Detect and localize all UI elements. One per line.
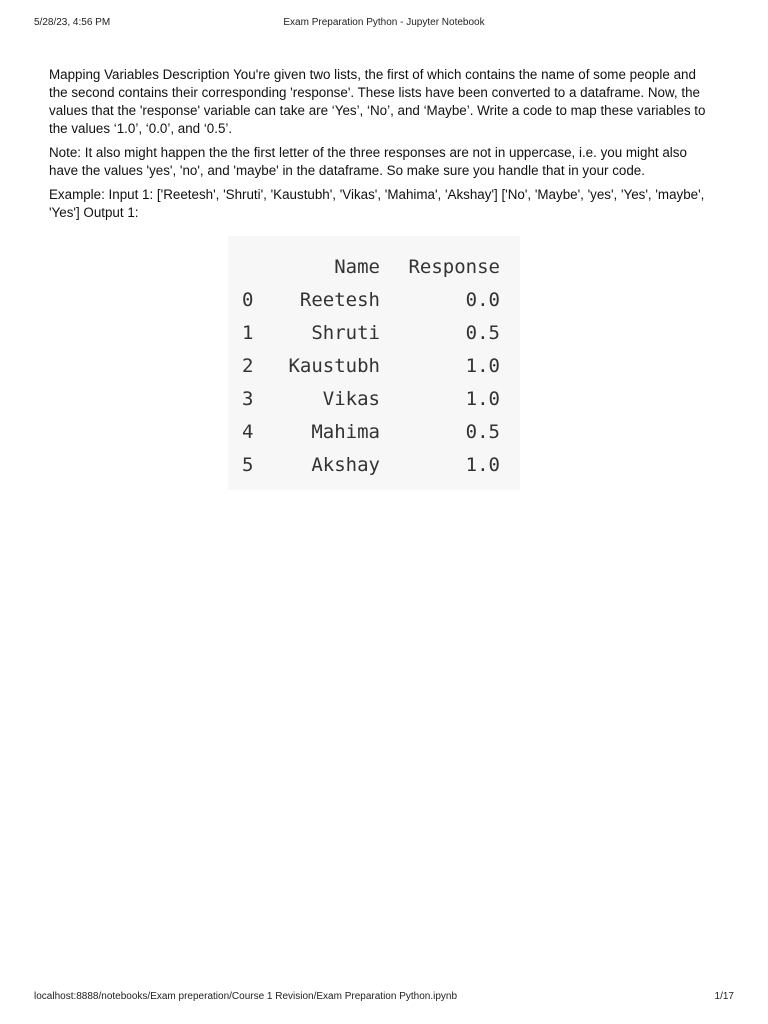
row-response: 0.5	[465, 321, 500, 344]
page-number: 1/17	[714, 991, 734, 1002]
print-footer	[34, 991, 734, 1005]
row-response: 1.0	[465, 387, 500, 410]
markdown-cell	[49, 66, 709, 228]
print-datetime: 5/28/23, 4:56 PM	[34, 17, 111, 28]
row-index: 1	[242, 321, 254, 344]
row-index: 2	[242, 354, 254, 377]
table-row	[236, 316, 500, 349]
row-response: 0.5	[465, 420, 500, 443]
description-paragraph: Mapping Variables Description You're given two lists, the first of which contains the name of some people and the second contains their corresponding 'response'. These lists have been converted to a dataframe. Now, the values that the 'response' variable can take are ‘Yes’, ‘No’, and ‘Maybe’. Write a code to map these variables to the values ‘1.0’, ‘0.0’, and ‘0.5’.	[49, 67, 706, 136]
row-name: Mahima	[311, 420, 380, 443]
row-response: 1.0	[465, 354, 500, 377]
name-column-header: Name	[334, 255, 380, 278]
row-name: Reetesh	[299, 288, 380, 311]
print-url: localhost:8888/notebooks/Exam preperation/Course 1 Revision/Exam Preparation Python.ipynb	[34, 991, 458, 1002]
table-header-row	[236, 250, 500, 283]
response-column-header: Response	[408, 255, 500, 278]
index-header	[236, 250, 270, 283]
note-paragraph: Note: It also might happen the the first letter of the three responses are not in uppercase, i.e. you might also have the values 'yes', 'no', and 'maybe' in the dataframe. So make sure you handle that in your code.	[49, 145, 687, 178]
print-title: Exam Preparation Python - Jupyter Notebook	[283, 17, 485, 28]
row-index: 4	[242, 420, 254, 443]
dataframe-table	[236, 250, 500, 481]
table-row	[236, 415, 500, 448]
row-index: 5	[242, 453, 254, 476]
table-row	[236, 283, 500, 316]
row-name: Kaustubh	[288, 354, 380, 377]
row-response: 0.0	[465, 288, 500, 311]
table-row	[236, 349, 500, 382]
row-name: Shruti	[311, 321, 380, 344]
row-index: 3	[242, 387, 254, 410]
row-response: 1.0	[465, 453, 500, 476]
row-index: 0	[242, 288, 254, 311]
table-row	[236, 382, 500, 415]
row-name: Akshay	[311, 453, 380, 476]
table-row	[236, 448, 500, 481]
row-name: Vikas	[322, 387, 380, 410]
example-paragraph: Example: Input 1: ['Reetesh', 'Shruti', 'Kaustubh', 'Vikas', 'Mahima', 'Akshay'] ['No', 'Maybe', 'yes', 'Yes', 'maybe', 'Yes'] Output 1:	[49, 187, 705, 220]
output-image	[228, 236, 520, 490]
print-header	[34, 17, 734, 31]
